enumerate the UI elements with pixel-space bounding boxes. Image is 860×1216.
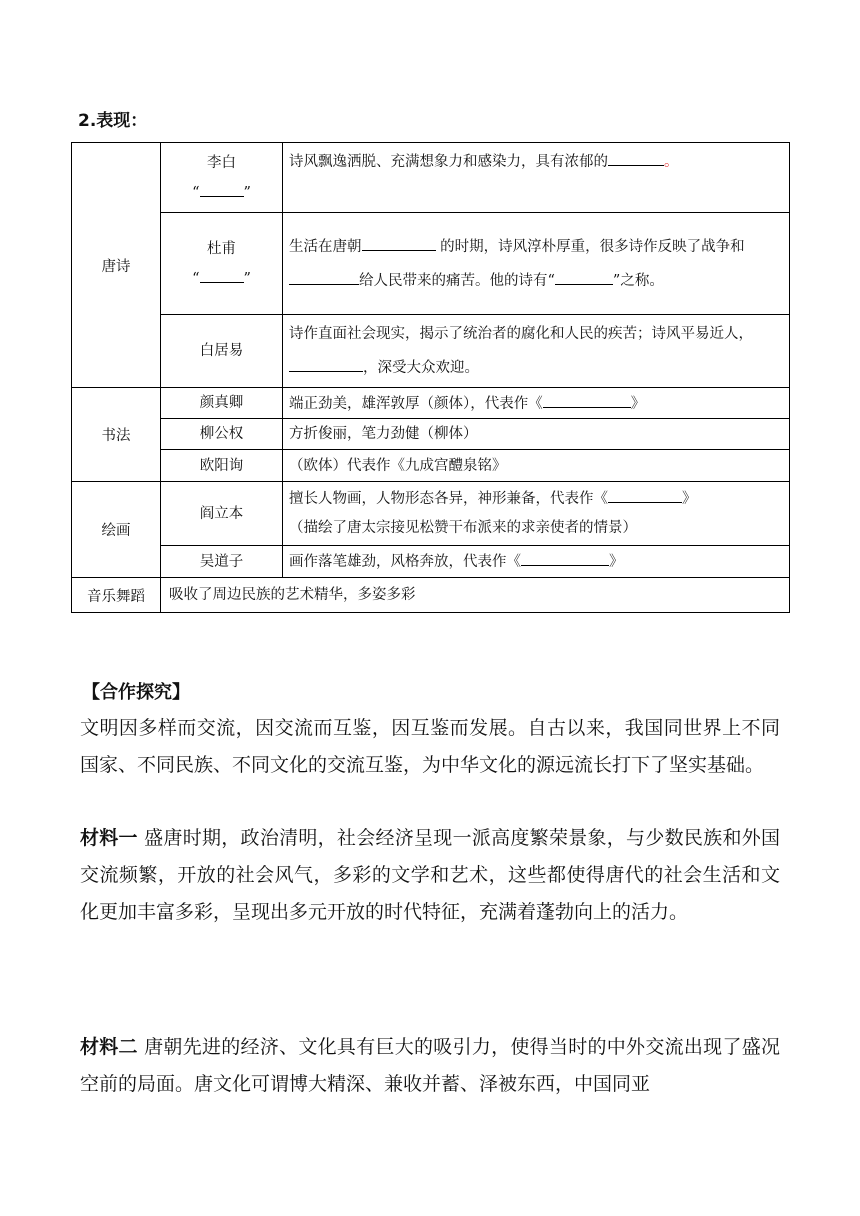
person-cell [161,213,283,315]
fill-blank[interactable] [555,268,613,285]
title-blank-line: “ ” [161,264,282,294]
description-cell: 擅长人物画，人物形态各异，神形兼备，代表作《 》 （描绘了唐太宗接见松赞干布派来的求亲使者的情景） [283,482,790,546]
person-name: 杜甫 [207,240,236,257]
fill-blank[interactable] [289,355,363,372]
table-row [72,482,790,546]
category-cell: 书法 [72,388,161,482]
description-cell: 诗作直面社会现实，揭示了统治者的腐化和人民的疾苦；诗风平易近人，，深受大众欢迎。 [283,315,790,388]
section-title: 2.表现： [78,111,148,131]
category-cell: 绘画 [72,482,161,578]
fill-blank[interactable] [543,391,631,408]
person-name: 白居易 [199,343,244,359]
tang-culture-table [71,142,790,613]
material-two-paragraph [80,1029,780,1103]
fill-blank[interactable] [608,486,682,503]
person-cell: 颜真卿 [161,388,283,419]
description-cell: 吸收了周边民族的艺术精华，多姿多彩 [161,578,790,613]
description-cell: 生活在唐朝 的时期，诗风淳朴厚重，很多诗作反映了战争和给人民带来的痛苦。他的诗有“ ”之称。 [283,213,790,315]
table-row [72,578,790,613]
material-one-text: 盛唐时期，政治清明，社会经济呈现一派高度繁荣景象，与少数民族和外国交流频繁，开放的社会风气，多彩的文学和艺术，这些都使得唐代的社会生活和文化更加丰富多彩，呈现出多元开放的时代特征，充满着蓬勃向上的活力。 [80,827,780,923]
fill-blank[interactable] [200,266,244,283]
description-cell: 诗风飘逸洒脱、充满想象力和感染力，具有浓郁的 。 [283,143,790,213]
table-row [72,419,790,450]
category-cell: 音乐舞蹈 [72,578,161,613]
material-two-label: 材料二 [80,1036,138,1058]
table-row [72,450,790,482]
table-row [72,388,790,419]
person-cell [161,315,283,388]
table-row [72,546,790,578]
description-cell: 画作落笔雄劲，风格奔放，代表作《 》 [283,546,790,578]
table-row [72,213,790,315]
material-two-text: 唐朝先进的经济、文化具有巨大的吸引力，使得当时的中外交流出现了盛况空前的局面。唐文化可谓博大精深、兼收并蓄、泽被东西，中国同亚 [80,1036,780,1095]
description-cell: 端正劲美，雄浑敦厚（颜体），代表作《 》 [283,388,790,419]
table-row [72,315,790,388]
title-blank-line: “ ” [161,178,282,208]
description-cell: 方折俊丽，笔力劲健（柳体） [283,419,790,450]
person-cell: 柳公权 [161,419,283,450]
fill-blank[interactable] [362,234,436,251]
fill-blank[interactable] [200,180,244,197]
description-cell: （欧体）代表作《九成宫醴泉铭》 [283,450,790,482]
material-one-label: 材料一 [80,827,138,849]
category-cell: 唐诗 [72,143,161,388]
person-name: 李白 [207,154,236,171]
fill-blank[interactable] [289,268,359,285]
person-cell [161,143,283,213]
fill-blank[interactable] [608,149,664,166]
person-cell: 阎立本 [161,482,283,546]
person-cell: 吴道子 [161,546,283,578]
cooperative-inquiry-title: 【合作探究】 [82,682,190,703]
intro-paragraph: 文明因多样而交流，因交流而互鉴，因互鉴而发展。自古以来，我国同世界上不同国家、不同民族、不同文化的交流互鉴，为中华文化的源远流长打下了坚实基础。 [80,717,780,776]
person-cell: 欧阳询 [161,450,283,482]
fill-blank[interactable] [521,549,609,566]
table-row [72,143,790,213]
material-one-paragraph [80,820,780,931]
